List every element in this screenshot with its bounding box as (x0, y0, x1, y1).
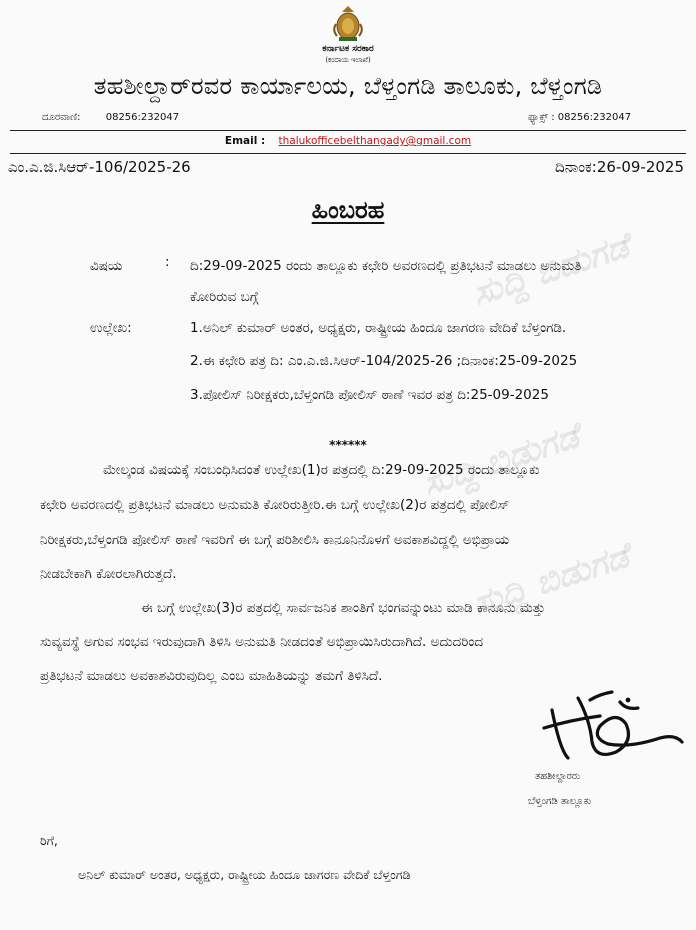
reference-number: ಎಂ.ಎ.ಜಿ.ಸಿಆರ್-106/2025-26 (8, 158, 191, 176)
recipient-name: ಅನಿಲ್ ಕುಮಾರ್ ಅಂತರ, ಅಧ್ಯಕ್ಷರು, ರಾಷ್ಟ್ರೀಯ ಹಿಂದೂ ಜಾಗರಣ ವೇದಿಕೆ ಬೆಳ್ತಂಗಡಿ (78, 867, 411, 882)
references-label: ಉಲ್ಲೇಖ: (90, 320, 132, 336)
reference-item: 3.ಪೋಲಿಸ್ ನಿರೀಕ್ಷಕರು,ಬೆಳ್ತಂಗಡಿ ಪೋಲಿಸ್ ಠಾಣೆ ಇವರ ಪತ್ರ ದಿ:25-09-2025 (190, 387, 549, 403)
body-line: ಸುವ್ಯವಸ್ಥೆ ಅಗುವ ಸಂಭವ ಇರುವುದಾಗಿ ತಿಳಿಸಿ ಅನುಮತಿ ನೀಡದಂತೆ ಅಭಿಪ್ರಾಯಿಸಿರುದಾಗಿದೆ. ಅದುದರಿಂದ (40, 634, 484, 650)
government-name: ಕರ್ನಾಟಕ ಸರಕಾರ (322, 44, 374, 54)
document-date: ದಿನಾಂಕ:26-09-2025 (555, 158, 684, 176)
fax-value: 08256:232047 (557, 112, 632, 123)
signatory-designation: ತಹಶೀಲ್ದಾರರು (535, 771, 581, 782)
body-line: ಈ ಬಗ್ಗೆ ಉಲ್ಲೇಖ(3)ರ ಪತ್ರದಲ್ಲಿ ಸಾರ್ವಜನಿಕ ಶಾಂತಿಗೆ ಭಂಗವನ್ನುಂಟು ಮಾಡಿ ಕಾನೂನು ಮತ್ತು (141, 600, 546, 616)
signature (530, 680, 690, 770)
subject-line: ದಿ:29-09-2025 ರಂದು ತಾಲ್ಲೂಕು ಕಛೇರಿ ಅವರಣದಲ್ಲಿ ಪ್ರತಿಭಟನೆ ಮಾಡಲು ಅನುಮತಿ (190, 258, 582, 274)
body-line: ಕಛೇರಿ ಅವರಣದಲ್ಲಿ ಪ್ರತಿಭಟನೆ ಮಾಡಲು ಅನುಮತಿ ಕೋರಿರುತ್ತೀರಿ.ಈ ಬಗ್ಗೆ ಉಲ್ಲೇಖ(2)ರ ಪತ್ರದಲ್ಲಿ ಪೋಲಿಸ್ (40, 497, 510, 513)
reference-item: 2.ಈ ಕಛೇರಿ ಪತ್ರ ದಿ: ಎಂ.ಎ.ಜಿ.ಸಿಆರ್-104/2025-26 ;ದಿನಾಂಕ:25-09-2025 (190, 353, 578, 369)
header-divider (10, 130, 686, 131)
watermark: ಸುದ್ದಿ ಬಿಡುಗಡೆ (467, 535, 635, 625)
phone-label: ದೂರವಾಣಿ: (42, 112, 81, 123)
karnataka-emblem-icon (330, 4, 366, 44)
watermark: ಸುದ್ದಿ ಬಿಡುಗಡೆ (467, 225, 635, 315)
subject-label: ವಿಷಯ (90, 258, 123, 274)
document-title-text: ಹಿಂಬರಹ (311, 196, 385, 224)
body-line: ಮೇಲ್ಕಂಡ ವಿಷಯಕ್ಕೆ ಸಂಬಂಧಿಸಿದಂತೆ ಉಲ್ಲೇಖ(1)ರ ಪತ್ರದಲ್ಲಿ ದಿ:29-09-2025 ರಂದು ತಾಲ್ಲೂಕು (103, 462, 540, 478)
email-info (0, 135, 696, 147)
document-title (0, 196, 696, 224)
body-line: ನಿರೀಕ್ಷಕರು,ಬೆಳ್ತಂಗಡಿ ಪೋಲಿಸ್ ಠಾಣೆ ಇವರಿಗೆ ಈ ಬಗ್ಗೆ ಪರಿಶೀಲಿಸಿ ಕಾನೂನಿನೊಳಗೆ ಅವಕಾಶವಿದ್ದಲ್ಲಿ ಅಭಿಪ್ರಾಯ (40, 532, 510, 548)
email-label: Email : (224, 135, 266, 147)
separator: ****** (329, 438, 367, 452)
signatory-office: ಬೆಳ್ತಂಗಡಿ ತಾಲ್ಲೂಕು (528, 796, 592, 807)
header-divider (10, 153, 686, 154)
phone-info (42, 112, 179, 123)
subject-line: ಕೋರಿರುವ ಬಗ್ಗೆ (190, 289, 259, 305)
department-name: (ಕಂದಾಯ ಇಲಾಖೆ) (325, 56, 371, 64)
body-line: ಪ್ರತಿಭಟನೆ ಮಾಡಲು ಅವಕಾಶವಿರುವುದಿಲ್ಲ ಎಂಬ ಮಾಹಿತಿಯನ್ನು ತಮಗೆ ತಿಳಿಸಿದೆ. (40, 668, 383, 684)
fax-label: ಫ್ಯಾಕ್ಸ್ : (528, 112, 555, 123)
recipient-label: ರಿಗೆ, (40, 833, 58, 848)
fax-info (528, 112, 631, 123)
body-line: ನೀಡಬೇಕಾಗಿ ಕೋರಲಾಗಿರುತ್ತದೆ. (40, 566, 177, 582)
reference-item: 1.ಅನಿಲ್ ಕುಮಾರ್ ಅಂತರ, ಅಧ್ಯಕ್ಷರು, ರಾಷ್ಟ್ರೀಯ ಹಿಂದೂ ಜಾಗರಣ ವೇದಿಕೆ ಬೆಳ್ತಂಗಡಿ. (190, 320, 567, 336)
subject-colon: : (165, 254, 170, 270)
watermark: ಸುದ್ದಿ ಬಿಡುಗಡೆ (417, 415, 585, 505)
email-link[interactable]: thalukofficebelthangady@gmail.com (278, 135, 472, 147)
phone-value: 08256:232047 (105, 112, 180, 123)
office-title: ತಹಶೀಲ್ದಾರ್‌ರವರ ಕಾರ್ಯಾಲಯ, ಬೆಳ್ತಂಗಡಿ ತಾಲೂಕು, ಬೆಳ್ತಂಗಡಿ (93, 72, 603, 100)
